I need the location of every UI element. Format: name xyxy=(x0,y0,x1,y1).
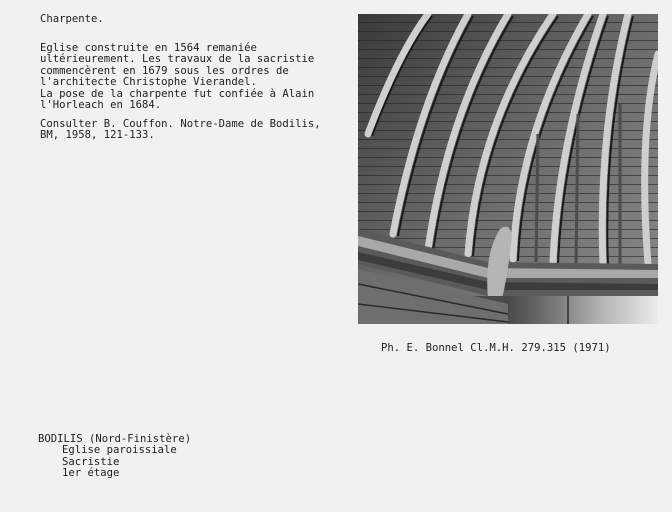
description-line: l'Horleach en 1684. xyxy=(40,99,162,112)
description-line: commencèrent en 1679 sous les ordres de xyxy=(40,64,289,77)
description-line: l'architecte Christophe Vierandel. xyxy=(40,76,257,89)
description-text xyxy=(40,43,314,111)
photo-caption: Ph. E. Bonnel Cl.M.H. 279.315 (1971) xyxy=(381,342,611,354)
reference-line: Consulter B. Couffon. Notre-Dame de Bodilis, xyxy=(40,118,321,130)
location-block xyxy=(38,434,191,480)
description-line: La pose de la charpente fut confiée à Alain xyxy=(40,87,315,100)
timber-roof-photo xyxy=(358,14,658,324)
description-line: ultérieurement. Les travaux de la sacristie xyxy=(40,53,315,66)
description-line: Eglise construite en 1564 remaniée xyxy=(40,42,257,54)
location-room: Sacristie xyxy=(62,455,120,468)
location-place: BODILIS (Nord-Finistère) xyxy=(38,433,192,445)
reference-line: BM, 1958, 121-133. xyxy=(40,129,155,142)
bibliography-reference xyxy=(40,119,321,142)
location-floor: 1er étage xyxy=(62,467,120,480)
location-building: Eglise paroissiale xyxy=(62,444,177,457)
card-title: Charpente. xyxy=(40,13,104,25)
